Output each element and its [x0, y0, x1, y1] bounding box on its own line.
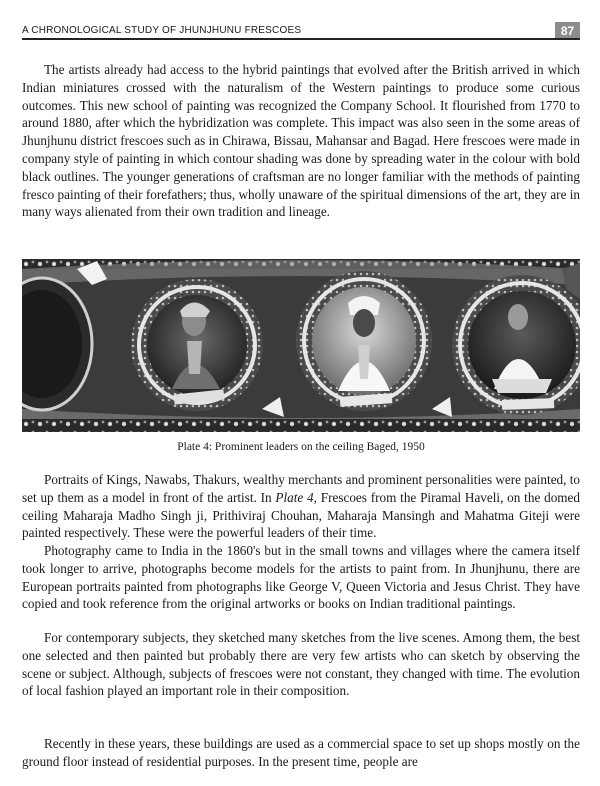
body-paragraph-1: The artists already had access to the hybrid paintings that evolved after the British arrived in which Indian miniatures crossed with the naturalism of the Western paintings to produce some curious outcomes. This new school of painting was recognized the Company School. It flourished from 1770 to around 1880, after which the hybridization was complete. This impact was also seen in the some areas of Jhunjhunu district frescoes such as in Chirawa, Bissau, Mahansar and Bagad. Here frescoes were made in company style of painting in which contour shading was done by spreading water in the colour with bold black outlines. The younger generations of craftsman are no longer familiar with the methods of painting fresco painting of their forefathers; thus, wholly unaware of the spiritual dimensions of the art, they are in many ways alienated from their own tradition and lineage.	[22, 62, 580, 220]
body-paragraph-5: Recently in these years, these buildings are used as a commercial space to set up shops mostly on the ground floor instead of residential purposes. In the present time, people are	[22, 736, 580, 769]
running-header-title: A CHRONOLOGICAL STUDY OF JHUNJHUNU FRESCOES	[22, 25, 302, 36]
running-header	[22, 22, 580, 42]
plate-reference: Plate 4	[275, 489, 314, 505]
page-number: 87	[555, 22, 580, 40]
body-paragraph-2	[22, 471, 580, 542]
plate-4-fresco-photo	[22, 259, 580, 432]
medallion-portrait-2	[296, 271, 432, 411]
p2-text-end: , Frescoes from the Piramal Haveli, on the domed ceiling Maharaja Madho Singh ji, Prithiviraj Chouhan, Maharaja Mansingh and Mahatma Giteji were painted respectively. These were the powerful leaders of their time.	[22, 489, 580, 541]
medallion-portrait-1	[131, 279, 263, 411]
body-paragraph-4: For contemporary subjects, they sketched many sketches from the live scenes. Among them, the best one selected and then painted but probably there are very few artists who can sketch by observing the scene or subject. Although, subjects of frescoes were not constant, they changed with time. The evolution of local fashion played an important role in their composition.	[22, 630, 580, 699]
plate-caption: Plate 4: Prominent leaders on the ceiling Baged, 1950	[177, 441, 425, 453]
header-rule	[22, 38, 580, 40]
p2-text-start: Portraits of Kings, Nawabs, Thakurs, wealthy merchants and prominent personalities were painted, to set up them as a model in front of the artist. In	[22, 472, 580, 505]
body-paragraph-3: Photography came to India in the 1860's but in the small towns and villages where the camera itself took longer to arrive, photographs become models for the artists to paint from. In Jhunjhunu, there are European portraits painted from photographs like George V, Queen Victoria and Jesus Christ. They have copied and took reference from the original artworks or books on Indian traditional paintings.	[22, 543, 580, 612]
